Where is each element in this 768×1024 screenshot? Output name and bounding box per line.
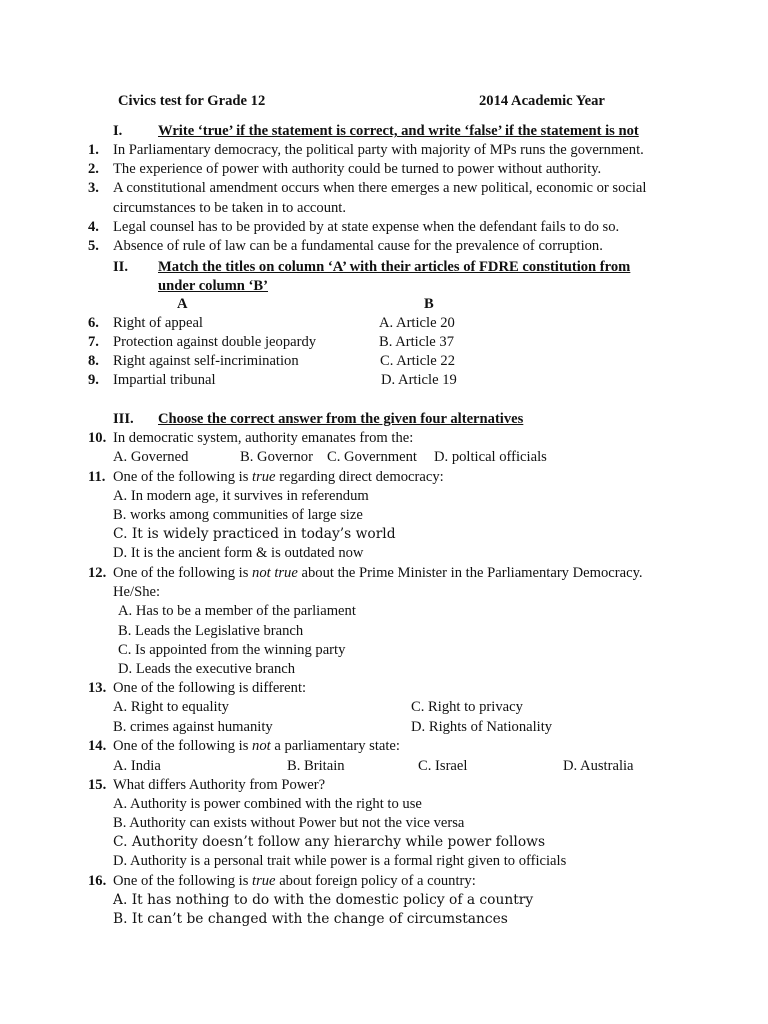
question-text: The experience of power with authority could be turned to power without authority. xyxy=(113,161,602,177)
section-2-heading: Match the titles on column ‘A’ with their articles of FDRE constitution from xyxy=(158,259,631,275)
option-d: D. Australia xyxy=(563,758,634,774)
option-b: B. Britain xyxy=(287,758,345,774)
question-text: A constitutional amendment occurs when there emerges a new political, economic or social xyxy=(113,180,647,196)
option-b: B. works among communities of large size xyxy=(113,507,363,523)
section-1-roman: I. xyxy=(113,123,123,139)
section-3-heading: Choose the correct answer from the given four alternatives xyxy=(158,411,524,427)
question-text: One of the following is true about foreign policy of a country: xyxy=(113,873,476,889)
question-number: 1. xyxy=(88,142,99,158)
section-2-heading-continued: under column ‘B’ xyxy=(158,278,269,294)
match-item-b: D. Article 19 xyxy=(381,372,457,388)
question-text: One of the following is not true about the Prime Minister in the Parliamentary Democracy. xyxy=(113,565,643,581)
question-text: One of the following is true regarding direct democracy: xyxy=(113,469,444,485)
option-c: C. Israel xyxy=(418,758,468,774)
option-d: D. Leads the executive branch xyxy=(118,661,296,677)
option-a: A. Has to be a member of the parliament xyxy=(118,603,356,619)
option-b: B. crimes against humanity xyxy=(113,719,273,735)
question-number: 12. xyxy=(88,565,107,581)
question-text-continued: circumstances to be taken in to account. xyxy=(113,200,347,216)
match-item-a: Impartial tribunal xyxy=(113,372,216,388)
option-b: B. It can’t be changed with the change of circumstances xyxy=(113,911,508,927)
column-a-header: A xyxy=(177,296,188,312)
question-text: One of the following is different: xyxy=(113,680,307,696)
academic-year: 2014 Academic Year xyxy=(479,93,605,109)
question-number: 6. xyxy=(88,315,99,331)
option-c: C. It is widely practiced in today’s world xyxy=(113,526,396,542)
option-d: D. poltical officials xyxy=(434,449,547,465)
match-item-b: C. Article 22 xyxy=(380,353,455,369)
question-number: 4. xyxy=(88,219,99,235)
question-number: 10. xyxy=(88,430,107,446)
option-c: C. Authority doesn’t follow any hierarchy while power follows xyxy=(113,834,546,850)
option-b: B. Leads the Legislative branch xyxy=(118,623,304,639)
section-1-heading: Write ‘true’ if the statement is correct, and write ‘false’ if the statement is not xyxy=(158,123,639,139)
option-a: A. Authority is power combined with the right to use xyxy=(113,796,422,812)
question-text-continued: He/She: xyxy=(113,584,161,600)
question-number: 11. xyxy=(88,469,106,485)
question-number: 3. xyxy=(88,180,99,196)
section-3-roman: III. xyxy=(113,411,134,427)
section-2-roman: II. xyxy=(113,259,129,275)
question-number: 2. xyxy=(88,161,99,177)
option-a: A. Right to equality xyxy=(113,699,229,715)
question-number: 7. xyxy=(88,334,99,350)
match-item-b: B. Article 37 xyxy=(379,334,454,350)
match-item-a: Right against self-incrimination xyxy=(113,353,299,369)
match-item-a: Right of appeal xyxy=(113,315,203,331)
option-c: C. Right to privacy xyxy=(411,699,523,715)
option-b: B. Governor xyxy=(240,449,313,465)
question-text: In democratic system, authority emanates from the: xyxy=(113,430,414,446)
option-d: D. Rights of Nationality xyxy=(411,719,553,735)
option-a: A. India xyxy=(113,758,161,774)
question-number: 13. xyxy=(88,680,107,696)
question-text: In Parliamentary democracy, the political party with majority of MPs runs the government. xyxy=(113,142,644,158)
option-c: C. Government xyxy=(327,449,417,465)
test-title: Civics test for Grade 12 xyxy=(118,93,266,109)
option-d: D. It is the ancient form & is outdated now xyxy=(113,545,364,561)
question-number: 15. xyxy=(88,777,107,793)
question-text: One of the following is not a parliamentary state: xyxy=(113,738,400,754)
question-text: What differs Authority from Power? xyxy=(113,777,326,793)
match-item-b: A. Article 20 xyxy=(379,315,455,331)
question-text: Legal counsel has to be provided by at state expense when the defendant fails to do so. xyxy=(113,219,620,235)
option-a: A. It has nothing to do with the domestic policy of a country xyxy=(113,892,534,908)
option-d: D. Authority is a personal trait while power is a formal right given to officials xyxy=(113,853,567,869)
question-number: 8. xyxy=(88,353,99,369)
column-b-header: B xyxy=(424,296,434,312)
question-number: 16. xyxy=(88,873,107,889)
option-a: A. Governed xyxy=(113,449,189,465)
option-c: C. Is appointed from the winning party xyxy=(118,642,346,658)
option-b: B. Authority can exists without Power but not the vice versa xyxy=(113,815,465,831)
match-item-a: Protection against double jeopardy xyxy=(113,334,317,350)
question-number: 5. xyxy=(88,238,99,254)
question-text: Absence of rule of law can be a fundamental cause for the prevalence of corruption. xyxy=(113,238,603,254)
question-number: 9. xyxy=(88,372,99,388)
option-a: A. In modern age, it survives in referendum xyxy=(113,488,369,504)
question-number: 14. xyxy=(88,738,107,754)
